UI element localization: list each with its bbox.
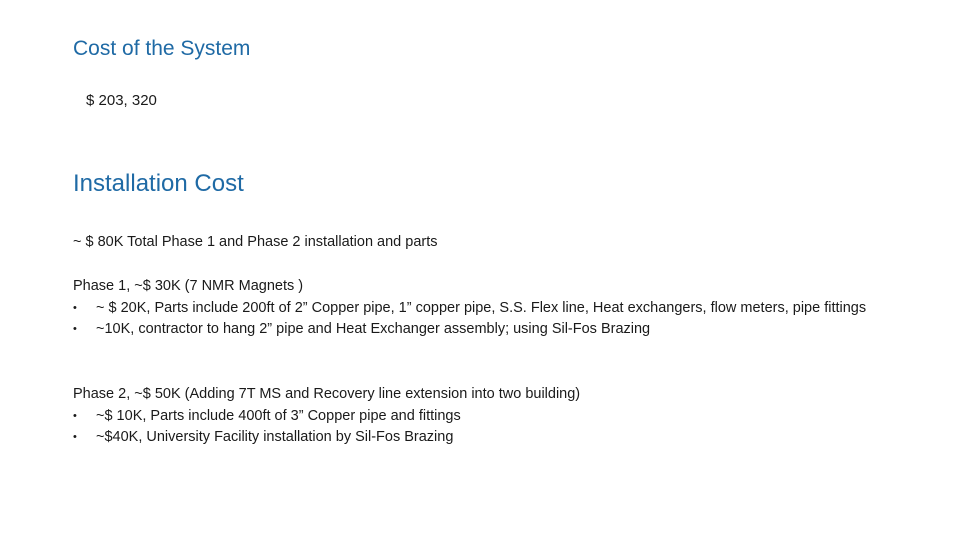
- list-item: [73, 298, 893, 320]
- list-item: [73, 319, 893, 341]
- installation-heading: Installation Cost: [73, 170, 244, 197]
- bullet-icon: •: [73, 301, 77, 314]
- phase-1-block: [73, 276, 893, 341]
- phase-2-block: [73, 384, 893, 449]
- bullet-text: ~$40K, University Facility installation by Sil-Fos Brazing: [96, 429, 454, 445]
- bullet-icon: •: [73, 323, 77, 335]
- list-item: [73, 427, 893, 449]
- phase-2-title: Phase 2, ~$ 50K (Adding 7T MS and Recovery line extension into two building): [73, 386, 581, 402]
- bullet-icon: •: [73, 409, 77, 422]
- phase-1-title: Phase 1, ~$ 30K (7 NMR Magnets ): [73, 278, 304, 294]
- bullet-text: ~$ 10K, Parts include 400ft of 3” Copper pipe and fittings: [96, 407, 461, 424]
- bullet-text: ~10K, contractor to hang 2” pipe and Heat Exchanger assembly; using Sil-Fos Brazing: [96, 321, 651, 337]
- bullet-text: ~ $ 20K, Parts include 200ft of 2” Copper pipe, 1” copper pipe, S.S. Flex line, Heat exchangers, flow meters, pipe fittings: [96, 299, 867, 316]
- cost-heading: Cost of the System: [73, 37, 251, 60]
- bullet-icon: •: [73, 431, 77, 443]
- list-item: [73, 406, 893, 428]
- installation-summary: ~ $ 80K Total Phase 1 and Phase 2 installation and parts: [73, 234, 438, 250]
- system-cost-value: $ 203, 320: [86, 92, 157, 109]
